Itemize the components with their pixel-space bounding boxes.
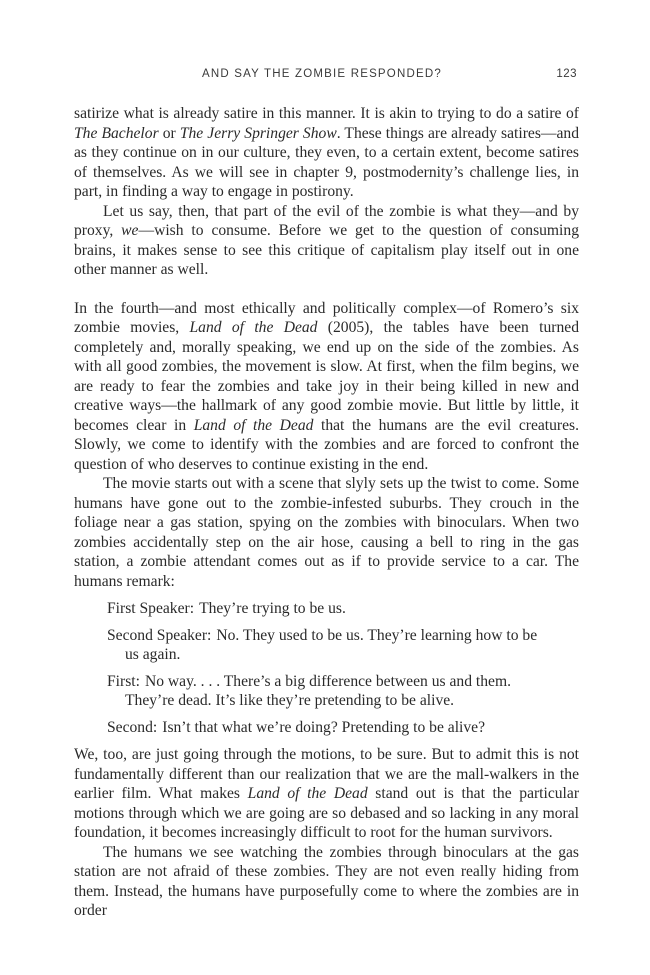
paragraph [74, 843, 579, 921]
italic-text: we [121, 222, 139, 239]
paragraph [74, 474, 579, 591]
dialogue-speaker: First: [107, 672, 140, 690]
italic-text: Land of the Dead [247, 785, 368, 802]
paragraph [74, 104, 579, 202]
dialogue-speaker: First Speaker: [107, 600, 195, 617]
italic-text: The Bachelor [74, 124, 159, 142]
text-run: or [158, 124, 180, 142]
running-head-title: AND SAY THE ZOMBIE RESPONDED? [202, 68, 442, 80]
dialogue-line [107, 672, 547, 711]
dialogue-text: No way. . . . There’s a big difference between us and them. They’re dead. It’s like they’re pretending to be alive. [125, 672, 511, 709]
dialogue-extract [74, 599, 579, 737]
book-page [74, 68, 579, 921]
body-text [74, 104, 579, 921]
text-run: (2005), the tables have been turned completely and, morally speaking, we end up on the side of the zombies. As with all good zombies, the movement is slow. At first, when the film begins, we are ready to fear the zombies and take joy in their being killed in new and creative ways—the hallmark of any good zombie movie. But little by little, it becomes clear in [74, 319, 579, 434]
paragraph [74, 299, 579, 475]
italic-text: The Jerry Springer Show [179, 124, 337, 142]
dialogue-text: They’re trying to be us. [199, 600, 346, 617]
paragraph [74, 745, 579, 843]
text-run: . These things are already satires—and as they continue on in our culture, they even, to a certain extent, become satires of themselves. As we will see in chapter 9, postmodernity’s challenge lies, in part, in finding a way to engage in postirony. [74, 124, 579, 200]
text-run: In the fourth—and most ethically and politically complex—of Romero’s six zombie movies, [74, 299, 579, 336]
paragraph [74, 202, 579, 280]
text-run: —wish to consume. Before we get to the question of consuming brains, it makes sense to see this critique of capitalism play itself out in one other manner as well. [74, 222, 579, 278]
text-run: Let us say, then, that part of the evil of the zombie is what they—and by proxy, [74, 202, 579, 239]
dialogue-speaker: Second Speaker: [107, 626, 212, 644]
dialogue-speaker: Second: [107, 718, 158, 736]
running-head [74, 68, 579, 90]
dialogue-line [107, 599, 547, 619]
dialogue-line [107, 626, 547, 665]
italic-text: Land of the Dead [189, 319, 318, 336]
text-run: satirize what is already satire in this manner. It is akin to trying to do a satire of [74, 105, 579, 122]
text-run: The humans we see watching the zombies through binoculars at the gas station are not afraid of these zombies. They are not even really hiding from them. Instead, the humans have purposefully come to where the zombies are in order [74, 843, 579, 919]
dialogue-text: No. They used to be us. They’re learning how to be us again. [125, 626, 538, 663]
text-run: that the humans are the evil creatures. Slowly, we come to identify with the zombies and are forced to confront the question of who deserves to continue existing in the end. [74, 416, 579, 473]
page-number: 123 [556, 68, 577, 80]
dialogue-line [107, 718, 547, 738]
italic-text: Land of the Dead [193, 416, 314, 434]
text-run: The movie starts out with a scene that slyly sets up the twist to come. Some humans have gone out to the zombie-infested suburbs. They crouch in the foliage near a gas station, spying on the zombies with binoculars. When two zombies accidentally step on the air hose, causing a bell to ring in the gas station, a zombie attendant comes out as if to provide service to a car. The humans remark: [74, 475, 579, 590]
text-run: We, too, are just going through the motions, to be sure. But to admit this is not fundamentally different than our realization that we are the mall-walkers in the earlier film. What makes [74, 746, 579, 802]
dialogue-text: Isn’t that what we’re doing? Pretending to be alive? [162, 718, 485, 736]
text-run: stand out is that the particular motions through which we are going are so debased and so lacking in any moral foundation, it becomes increasingly difficult to root for the human survivors. [74, 785, 580, 841]
